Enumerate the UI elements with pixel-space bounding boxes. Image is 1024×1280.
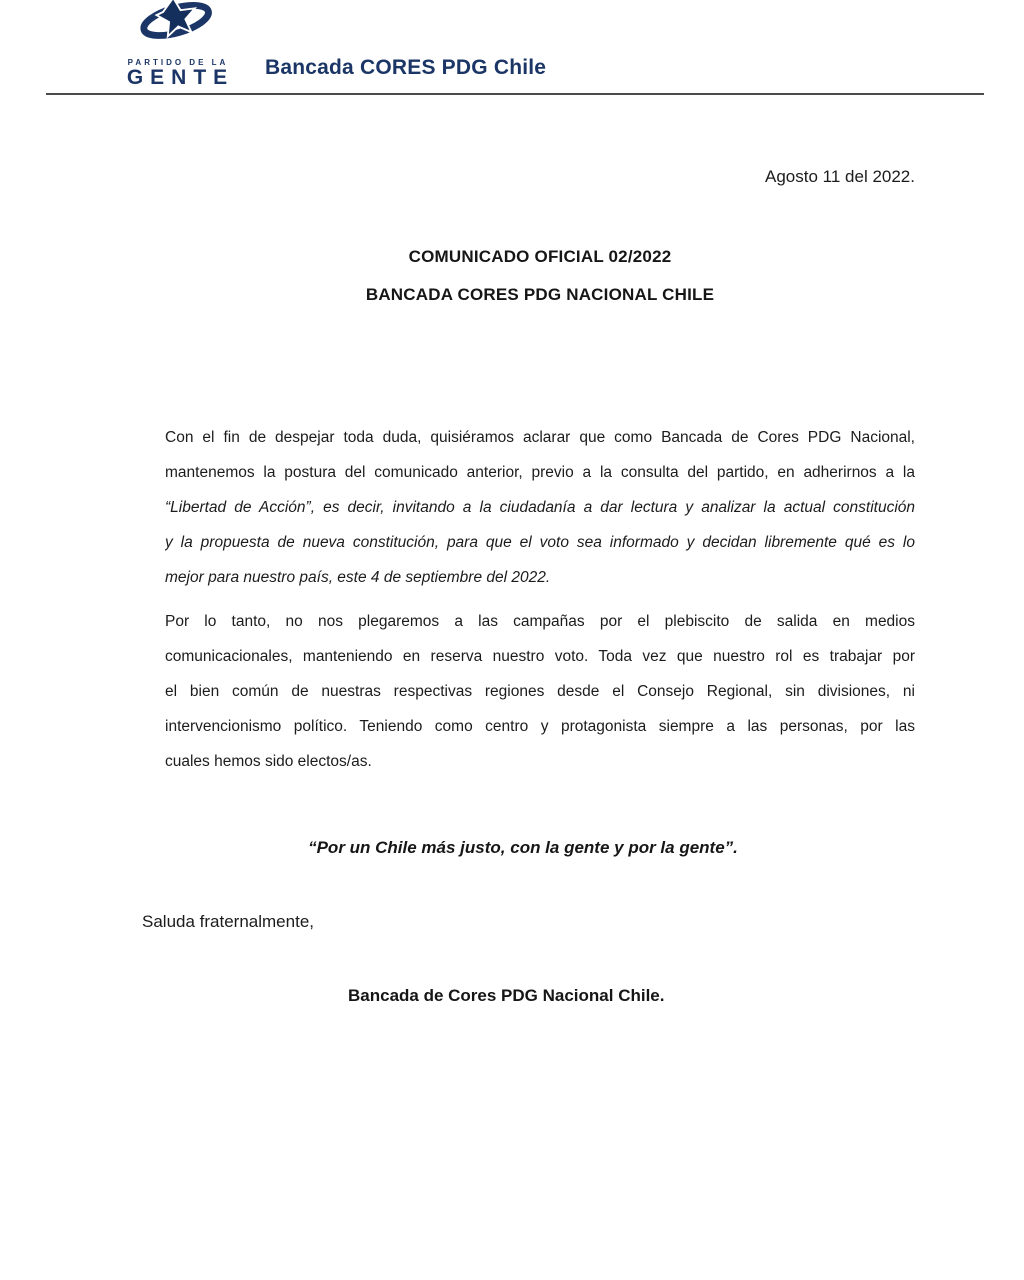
paragraph-1 <box>165 420 915 595</box>
paragraph-line: comunicacionales, manteniendo en reserva nuestro voto. Toda vez que nuestro rol es trabajar por <box>165 648 915 665</box>
doc-title-line2: BANCADA CORES PDG NACIONAL CHILE <box>365 285 715 304</box>
paragraph-2 <box>165 604 915 779</box>
signature: Bancada de Cores PDG Nacional Chile. <box>348 986 665 1005</box>
logo-text-gente: GENTE <box>126 66 235 89</box>
salutation: Saluda fraternalmente, <box>142 912 314 931</box>
letter-body <box>165 420 915 779</box>
paragraph-line: intervencionismo político. Teniendo como centro y protagonista siempre a las personas, por las <box>165 718 915 735</box>
paragraph-line: Con el fin de despejar toda duda, quisiéramos aclarar que como Bancada de Cores PDG Nacional, <box>165 429 915 446</box>
date-line: Agosto 11 del 2022. <box>765 167 915 186</box>
star-swoosh-icon <box>114 0 242 57</box>
paragraph-line: y la propuesta de nueva constitución, para que el voto sea informado y decidan libremente qué es lo <box>165 534 915 551</box>
paragraph-line: el bien común de nuestras respectivas regiones desde el Consejo Regional, sin divisiones, ni <box>165 683 915 700</box>
doc-title-line1: COMUNICADO OFICIAL 02/2022 <box>408 247 672 266</box>
logo-text-partido-de-la: PARTIDO DE LA <box>127 58 229 67</box>
letterhead-title: Bancada CORES PDG Chile <box>265 56 547 79</box>
header-divider <box>46 93 984 95</box>
paragraph-line: Por lo tanto, no nos plegaremos a las campañas por el plebiscito de salida en medios <box>165 613 915 630</box>
party-logo <box>114 0 242 90</box>
motto-quote: “Por un Chile más justo, con la gente y por la gente”. <box>308 838 738 857</box>
paragraph-line: mejor para nuestro país, este 4 de septiembre del 2022. <box>165 569 551 586</box>
paragraph-line: cuales hemos sido electos/as. <box>165 753 372 770</box>
paragraph-line: mantenemos la postura del comunicado anterior, previo a la consulta del partido, en adherirnos a la <box>165 464 915 481</box>
paragraph-line: “Libertad de Acción”, es decir, invitando a la ciudadanía a dar lectura y analizar la actual constitución <box>165 499 915 516</box>
